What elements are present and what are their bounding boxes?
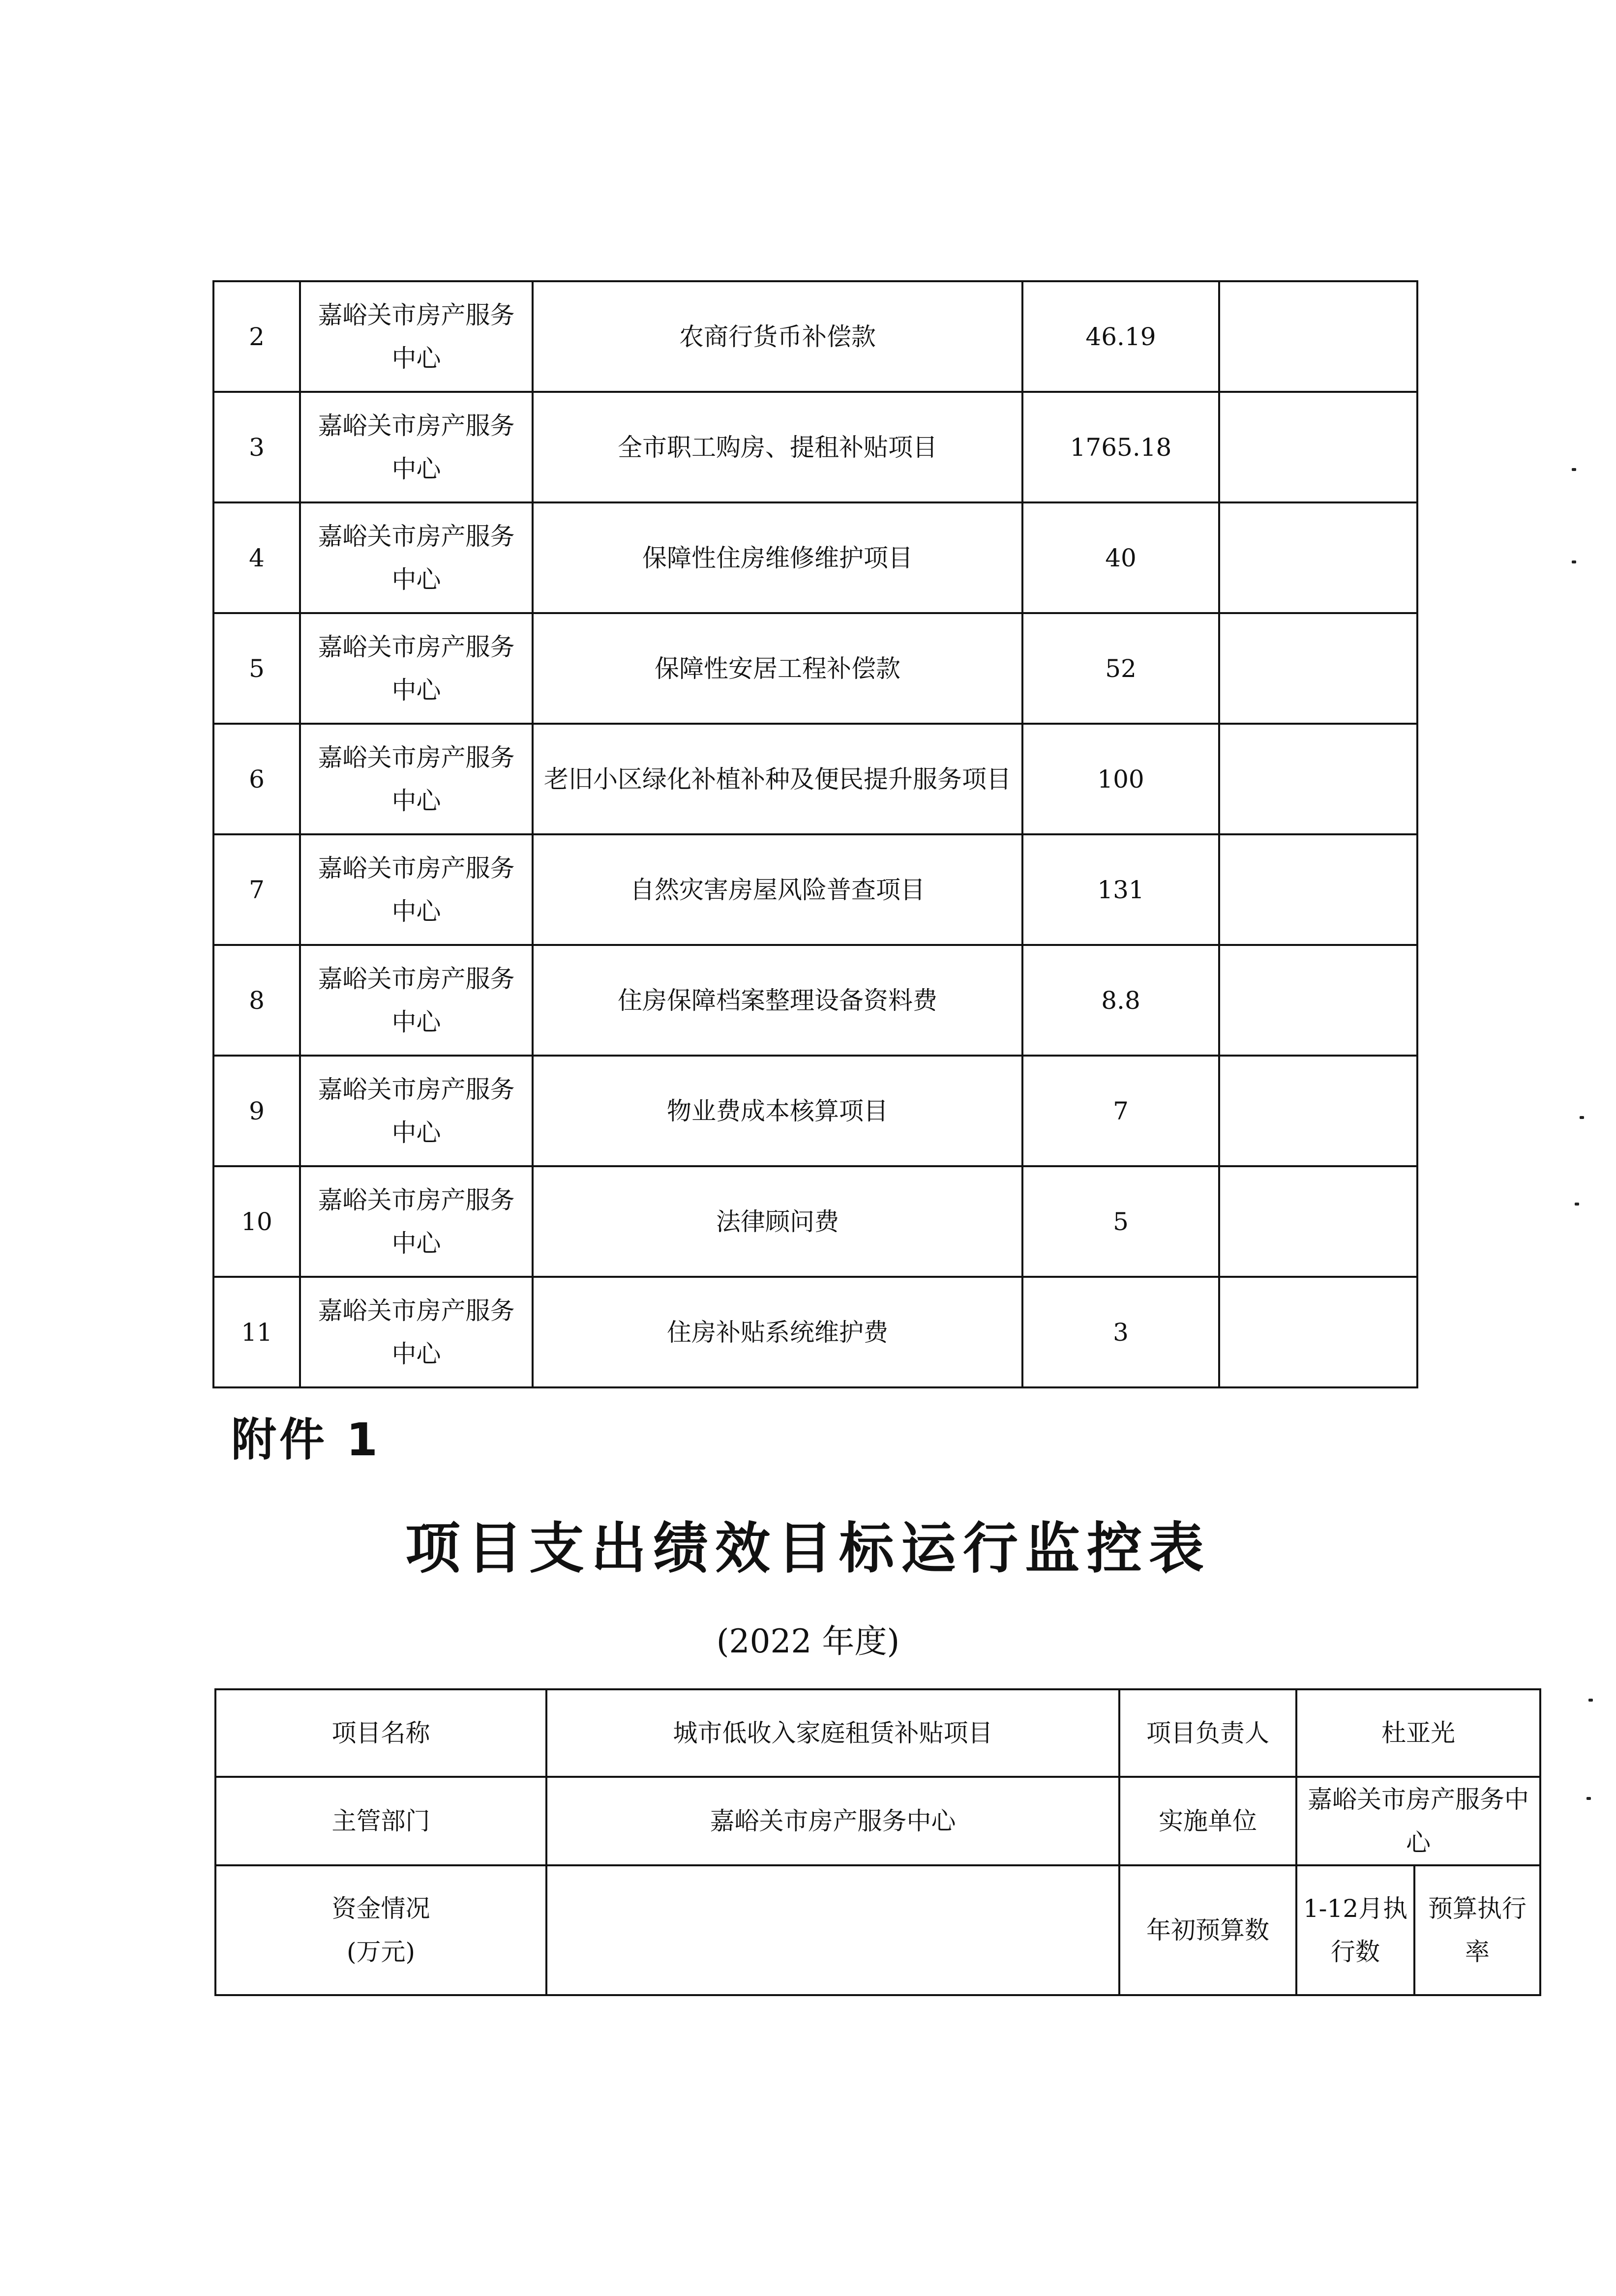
appendix-label: 附件 1 (231, 1413, 381, 1466)
unit-cell: 嘉峪关市房产服务中心 (300, 281, 533, 392)
amount-cell: 8.8 (1022, 945, 1219, 1056)
row-number: 5 (213, 613, 300, 724)
table-row (213, 945, 1417, 1056)
amount-cell: 40 (1022, 502, 1219, 613)
project-cell: 住房保障档案整理设备资料费 (533, 945, 1022, 1056)
scan-speck (1588, 1699, 1593, 1702)
table-row (213, 613, 1417, 724)
leader-value: 杜亚光 (1296, 1689, 1540, 1777)
project-name-value: 城市低收入家庭租赁补贴项目 (546, 1689, 1119, 1777)
table-row (215, 1689, 1540, 1777)
scan-speck (1580, 1116, 1584, 1119)
table-row (215, 1865, 1540, 1995)
impl-value: 嘉峪关市房产服务中心 (1296, 1777, 1540, 1865)
scan-speck (1586, 1797, 1591, 1800)
row-number: 8 (213, 945, 300, 1056)
unit-cell: 嘉峪关市房产服务中心 (300, 392, 533, 502)
funds-value (546, 1865, 1119, 1995)
leader-label: 项目负责人 (1119, 1689, 1296, 1777)
row-number: 2 (213, 281, 300, 392)
row-number: 3 (213, 392, 300, 502)
row-number: 4 (213, 502, 300, 613)
note-cell (1219, 1056, 1417, 1166)
row-number: 6 (213, 724, 300, 834)
table-row (213, 281, 1417, 392)
scan-speck (1572, 468, 1576, 471)
executed-label: 1-12月执行数 (1296, 1865, 1414, 1995)
rate-label: 预算执行率 (1414, 1865, 1540, 1995)
note-cell (1219, 724, 1417, 834)
project-list-table (212, 280, 1418, 1388)
table-row (213, 502, 1417, 613)
note-cell (1219, 834, 1417, 945)
table-row (213, 1166, 1417, 1277)
amount-cell: 46.19 (1022, 281, 1219, 392)
scan-speck (1572, 560, 1576, 563)
row-number: 11 (213, 1277, 300, 1387)
table-row (213, 1056, 1417, 1166)
project-cell: 农商行货币补偿款 (533, 281, 1022, 392)
table-row (213, 834, 1417, 945)
table-row (213, 724, 1417, 834)
year-subtitle: (2022 年度) (716, 1622, 900, 1660)
project-cell: 住房补贴系统维护费 (533, 1277, 1022, 1387)
amount-cell: 52 (1022, 613, 1219, 724)
project-name-label: 项目名称 (215, 1689, 546, 1777)
unit-cell: 嘉峪关市房产服务中心 (300, 724, 533, 834)
unit-cell: 嘉峪关市房产服务中心 (300, 834, 533, 945)
impl-label: 实施单位 (1119, 1777, 1296, 1865)
note-cell (1219, 502, 1417, 613)
note-cell (1219, 1166, 1417, 1277)
note-cell (1219, 945, 1417, 1056)
funds-label-line1: 资金情况 (331, 1894, 430, 1923)
project-cell: 保障性安居工程补偿款 (533, 613, 1022, 724)
table-row (215, 1777, 1540, 1865)
amount-cell: 3 (1022, 1277, 1219, 1387)
monitoring-table (214, 1688, 1541, 1996)
amount-cell: 5 (1022, 1166, 1219, 1277)
project-cell: 自然灾害房屋风险普查项目 (533, 834, 1022, 945)
project-cell: 保障性住房维修维护项目 (533, 502, 1022, 613)
table-row (213, 1277, 1417, 1387)
note-cell (1219, 392, 1417, 502)
amount-cell: 131 (1022, 834, 1219, 945)
funds-label (215, 1865, 546, 1995)
budget-label: 年初预算数 (1119, 1865, 1296, 1995)
table-row (213, 392, 1417, 502)
project-cell: 全市职工购房、提租补贴项目 (533, 392, 1022, 502)
note-cell (1219, 281, 1417, 392)
row-number: 9 (213, 1056, 300, 1166)
row-number: 7 (213, 834, 300, 945)
amount-cell: 100 (1022, 724, 1219, 834)
scan-speck (1575, 1203, 1579, 1206)
amount-cell: 1765.18 (1022, 392, 1219, 502)
funds-label-line2: (万元) (346, 1938, 415, 1966)
unit-cell: 嘉峪关市房产服务中心 (300, 502, 533, 613)
note-cell (1219, 613, 1417, 724)
amount-cell: 7 (1022, 1056, 1219, 1166)
unit-cell: 嘉峪关市房产服务中心 (300, 1277, 533, 1387)
unit-cell: 嘉峪关市房产服务中心 (300, 613, 533, 724)
dept-label: 主管部门 (215, 1777, 546, 1865)
project-cell: 法律顾问费 (533, 1166, 1022, 1277)
note-cell (1219, 1277, 1417, 1387)
project-cell: 老旧小区绿化补植补种及便民提升服务项目 (533, 724, 1022, 834)
unit-cell: 嘉峪关市房产服务中心 (300, 1166, 533, 1277)
dept-value: 嘉峪关市房产服务中心 (546, 1777, 1119, 1865)
row-number: 10 (213, 1166, 300, 1277)
project-cell: 物业费成本核算项目 (533, 1056, 1022, 1166)
page-title: 项目支出绩效目标运行监控表 (405, 1517, 1211, 1581)
unit-cell: 嘉峪关市房产服务中心 (300, 1056, 533, 1166)
unit-cell: 嘉峪关市房产服务中心 (300, 945, 533, 1056)
